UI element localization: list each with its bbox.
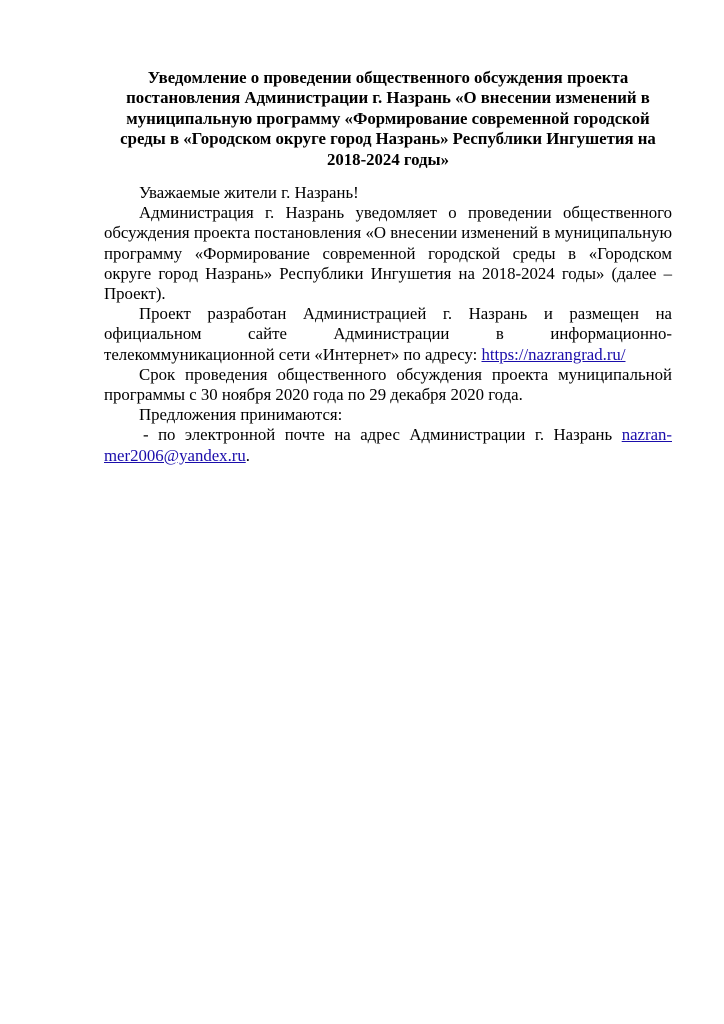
email-end: . (245, 445, 250, 465)
paragraph-publication (104, 304, 672, 365)
paragraph-announcement: Администрация г. Назрань уведомляет о проведении общественного обсуждения проекта постановления «О внесении изменений в муниципальную программу «Формирование современной городской среды в «Городском округе город Назрань» Республики Ингушетия на 2018-2024 годы» (далее – Проект). (104, 203, 672, 304)
document-body (104, 183, 672, 466)
paragraph-email (104, 425, 672, 465)
document-title: Уведомление о проведении общественного обсуждения проекта постановления Администрации г. Назрань «О внесении изменений в муниципальную программу «Формирование современной городской среды в «Городском округе город Назрань» Республики Ингушетия на 2018-2024 годы» (120, 68, 656, 169)
publication-text: Проект разработан Администрацией г. Назрань и размещен на официальном сайте Администрации в информационно-телекоммуникационной сети «Интернет» по адресу: (104, 304, 672, 364)
website-link[interactable]: https://nazrangrad.ru/ (481, 344, 626, 364)
email-link[interactable]: nazran-mer2006@yandex.ru (104, 425, 672, 465)
paragraph-period: Срок проведения общественного обсуждения проекта муниципальной программы с 30 ноября 2020 года по 29 декабря 2020 года. (104, 364, 672, 405)
email-text: - по электронной почте на адрес Администрации г. Назрань (143, 425, 622, 445)
paragraph-proposals-heading: Предложения принимаются: (139, 405, 343, 425)
greeting: Уважаемые жители г. Назрань! (139, 183, 359, 202)
